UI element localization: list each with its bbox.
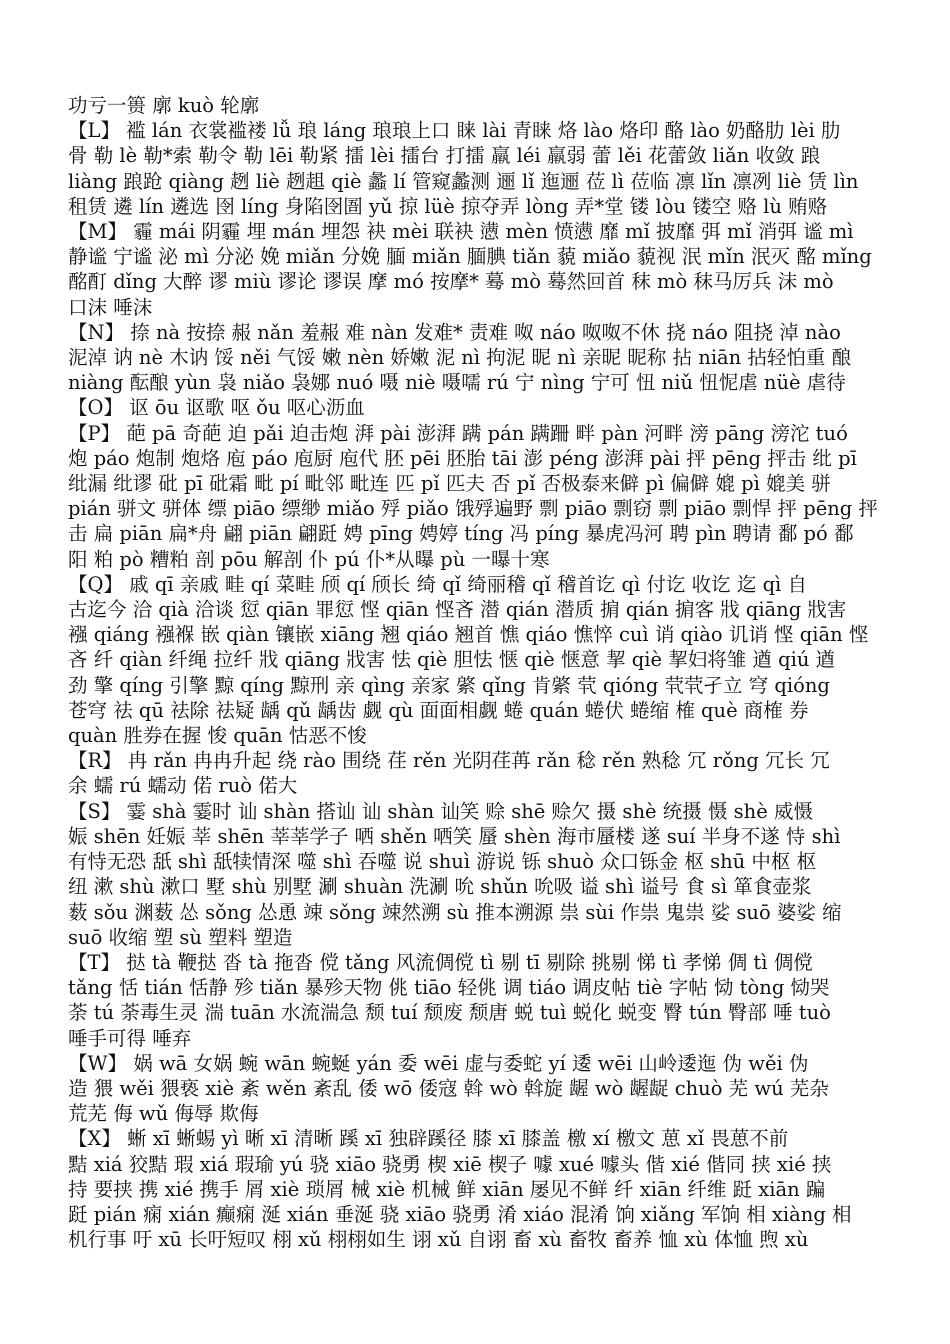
text-line: 余 蠕 rú 蠕动 偌 ruò 偌大 — [68, 774, 298, 798]
text-line: 租赁 遴 lín 遴选 囹 líng 身陷囹圄 yǔ 掠 lüè 掠夺弄 lòng 弄*堂 镂 lòu 镂空 赂 lù 贿赂 — [68, 194, 828, 218]
text-line: 【Q】 戚 qī 亲戚 畦 qí 菜畦 颀 qí 颀长 绮 qǐ 绮丽稽 qǐ 稽首讫 qì 付讫 收讫 迄 qì 自 — [68, 572, 807, 596]
text-line: 【T】 挞 tà 鞭挞 沓 tà 拖沓 傥 tǎng 风流倜傥 tì 剔 tī 剔除 挑剔 悌 tì 孝悌 倜 tì 倜傥 — [68, 950, 813, 974]
text-line: 【O】 讴 ōu 讴歌 呕 ǒu 呕心沥血 — [68, 396, 365, 420]
text-line: 持 要挟 携 xié 携手 屑 xiè 琐屑 械 xiè 机械 鲜 xiān 屡见不鲜 纤 xiān 纤维 跹 xiān 蹁 — [68, 1177, 826, 1201]
text-line: tǎng 恬 tián 恬静 殄 tiǎn 暴殄天物 佻 tiāo 轻佻 调 tiáo 调皮帖 tiè 字帖 恸 tòng 恸哭 — [68, 976, 830, 1000]
text-line: 【P】 葩 pā 奇葩 迫 pǎi 迫击炮 湃 pài 澎湃 蹒 pán 蹒跚 畔 pàn 河畔 滂 pāng 滂沱 tuó — [68, 421, 848, 445]
text-line: niàng 酝酿 yùn 袅 niǎo 袅娜 nuó 嗫 niè 嗫嚅 rú 宁 nìng 宁可 忸 niǔ 忸怩虐 nüè 虐待 — [68, 371, 846, 395]
text-line: 炮 páo 炮制 炮烙 庖 páo 庖厨 庖代 胚 pēi 胚胎 tāi 澎 péng 澎湃 pài 抨 pēng 抨击 纰 pī — [68, 446, 857, 470]
text-line: 纽 漱 shù 漱口 墅 shù 别墅 涮 shuàn 洗涮 吮 shǔn 吮吸 谥 shì 谥号 食 sì 箪食壶浆 — [68, 875, 812, 899]
text-line: quàn 胜券在握 悛 quān 怙恶不悛 — [68, 724, 367, 748]
text-line: 有恃无恐 舐 shì 舐犊情深 噬 shì 吞噬 说 shuì 游说 铄 shuò 众口铄金 枢 shū 中枢 枢 — [68, 850, 817, 874]
text-line: 吝 纤 qiàn 纤绳 拉纤 戕 qiāng 戕害 怯 qiè 胆怯 惬 qiè 惬意 挈 qiè 挈妇将雏 遒 qiú 遒 — [68, 648, 836, 672]
text-line: 静谧 宁谧 泌 mì 分泌 娩 miǎn 分娩 腼 miǎn 腼腆 tiǎn 藐 miǎo 藐视 泯 mǐn 泯灭 酩 mǐng — [68, 245, 872, 269]
text-line: 薮 sǒu 渊薮 怂 sǒng 怂恿 竦 sǒng 竦然溯 sù 推本溯源 祟 sùi 作祟 鬼祟 娑 suō 婆娑 缩 — [68, 900, 842, 924]
text-line: 骨 勒 lè 勒*索 勒令 勒 lēi 勒紧 擂 lèi 擂台 打擂 羸 léi 羸弱 蕾 lěi 花蕾敛 liǎn 收敛 踉 — [68, 144, 821, 168]
text-line: 苍穹 祛 qū 祛除 祛疑 龋 qǔ 龋齿 觑 qù 面面相觑 蜷 quán 蜷伏 蜷缩 榷 què 商榷 券 — [68, 698, 809, 722]
text-line: 劲 擎 qíng 引擎 黥 qíng 黥刑 亲 qìng 亲家 綮 qǐng 肯綮 茕 qióng 茕茕孑立 穹 qióng — [68, 673, 830, 697]
text-line: suō 收缩 塑 sù 塑料 塑造 — [68, 925, 293, 949]
text-line: 荒芜 侮 wǔ 侮辱 欺侮 — [68, 1102, 259, 1126]
text-line: 跹 pián 痫 xián 癫痫 涎 xián 垂涎 骁 xiāo 骁勇 淆 xiáo 混淆 饷 xiǎng 军饷 相 xiàng 相 — [68, 1202, 852, 1226]
text-line: 【N】 捺 nà 按捺 赧 nǎn 羞赧 难 nàn 发难* 责难 呶 náo 呶呶不休 挠 náo 阻挠 淖 nào — [68, 320, 841, 344]
text-line: 荼 tú 荼毒生灵 湍 tuān 水流湍急 颓 tuí 颓废 颓唐 蜕 tuì 蜕化 蜕变 臀 tún 臀部 唾 tuò — [68, 1001, 831, 1025]
text-line: pián 骈文 骈体 缥 piāo 缥缈 miǎo 殍 piǎo 饿殍遍野 剽 piāo 剽窃 剽 piāo 剽悍 抨 pēng 抨 — [68, 497, 878, 521]
text-line: 击 扁 piān 扁*舟 翩 piān 翩跹 娉 pīng 娉婷 tíng 冯 píng 暴虎冯河 聘 pìn 聘请 鄱 pó 鄱 — [68, 522, 854, 546]
text-line: 泥淖 讷 nè 木讷 馁 něi 气馁 嫩 nèn 娇嫩 泥 nì 拘泥 昵 nì 亲昵 昵称 拈 niān 拈轻怕重 酿 — [68, 346, 852, 370]
text-line: 【M】 霾 mái 阴霾 埋 mán 埋怨 袂 mèi 联袂 懑 mèn 愤懑 靡 mǐ 披靡 弭 mǐ 消弭 谧 mì — [68, 220, 854, 244]
text-line: 口沫 唾沫 — [68, 295, 153, 319]
text-line: 娠 shēn 妊娠 莘 shēn 莘莘学子 哂 shěn 哂笑 蜃 shèn 海市蜃楼 遂 suí 半身不遂 恃 shì — [68, 824, 841, 848]
text-line: liàng 踉跄 qiàng 趔 liè 趔趄 qiè 蠡 lí 管窥蠡测 逦 lǐ 迤逦 莅 lì 莅临 凛 lǐn 凛冽 liè 赁 lìn — [68, 169, 859, 193]
text-line: 机行事 吁 xū 长吁短叹 栩 xǔ 栩栩如生 诩 xǔ 自诩 畜 xù 畜牧 畜养 恤 xù 体恤 煦 xù — [68, 1228, 809, 1252]
text-line: 古迄今 洽 qià 洽谈 愆 qiān 罪愆 悭 qiān 悭吝 潜 qián 潜质 掮 qián 掮客 戕 qiāng 戕害 — [68, 598, 847, 622]
text-line: 酩酊 dǐng 大醉 谬 miù 谬论 谬误 摩 mó 按摩* 蓦 mò 蓦然回首 秣 mò 秣马厉兵 沫 mò — [68, 270, 834, 294]
document-page — [68, 93, 908, 1252]
text-line: 【X】 蜥 xī 蜥蜴 yì 晰 xī 清晰 蹊 xī 独辟蹊径 膝 xī 膝盖 檄 xí 檄文 葸 xǐ 畏葸不前 — [68, 1127, 789, 1151]
text-line: 唾手可得 唾弃 — [68, 1026, 192, 1050]
text-line: 阳 粕 pò 糟粕 剖 pōu 解剖 仆 pú 仆*从曝 pù 一曝十寒 — [68, 547, 550, 571]
text-line: 功亏一篑 廓 kuò 轮廓 — [68, 94, 260, 117]
text-line: 纰漏 纰谬 砒 pī 砒霜 毗 pí 毗邻 毗连 匹 pǐ 匹夫 否 pǐ 否极泰来僻 pì 偏僻 媲 pì 媲美 骈 — [68, 472, 831, 496]
text-line: 造 猥 wěi 猥亵 xiè 紊 wěn 紊乱 倭 wō 倭寇 斡 wò 斡旋 龌 wò 龌龊 chuò 芜 wú 芜杂 — [68, 1076, 829, 1100]
text-line: 黠 xiá 狡黠 瑕 xiá 瑕瑜 yú 骁 xiāo 骁勇 楔 xiē 楔子 噱 xué 噱头 偕 xié 偕同 挟 xié 挟 — [68, 1152, 832, 1176]
text-line: 【W】 娲 wā 女娲 蜿 wān 蜿蜒 yán 委 wēi 虚与委蛇 yí 逶 wēi 山岭逶迤 伪 wěi 伪 — [68, 1051, 809, 1075]
text-line: 襁 qiáng 襁褓 嵌 qiàn 镶嵌 xiāng 翘 qiáo 翘首 憔 qiáo 憔悴 cuì 诮 qiào 讥诮 悭 qiān 悭 — [68, 623, 869, 647]
text-line: 【R】 冉 rǎn 冉冉升起 绕 rào 围绕 荏 rěn 光阴荏苒 rǎn 稔 rěn 熟稔 冗 rǒng 冗长 冗 — [68, 749, 830, 773]
text-line: 【L】 褴 lán 衣裳褴褛 lǚ 琅 láng 琅琅上口 睐 lài 青睐 烙 lào 烙印 酪 lào 奶酪肋 lèi 肋 — [68, 119, 841, 143]
text-line: 【S】 霎 shà 霎时 讪 shàn 搭讪 讪 shàn 讪笑 赊 shē 赊欠 摄 shè 统摄 慑 shè 威慑 — [68, 799, 813, 823]
